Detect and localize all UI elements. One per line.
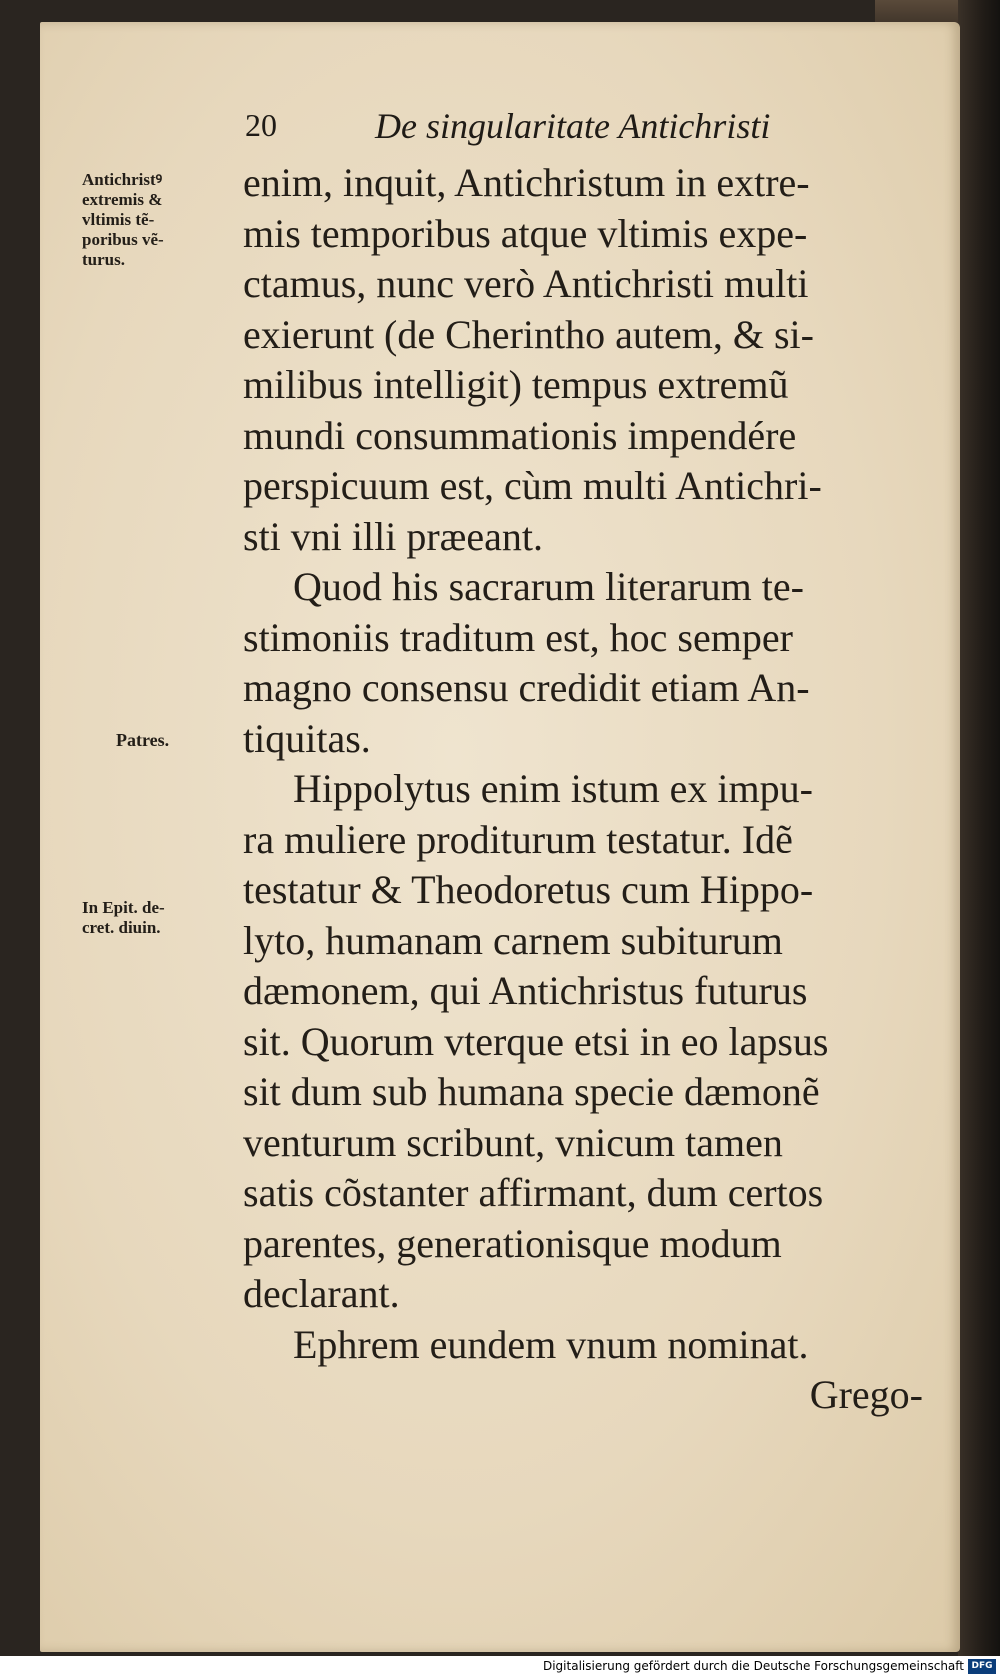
text-line: declarant. [243,1271,400,1316]
text-line: magno consensu credidit etiam An- [243,665,810,710]
margin-note [82,898,232,938]
margin-note-line: poribus vẽ- [82,230,164,249]
text-line: exierunt (de Cherintho autem, & si- [243,311,814,357]
text-line: ra muliere proditurum testatur. Idẽ [243,816,793,862]
running-title: De singularitate Antichristi [375,106,771,146]
dfg-logo: DFG [968,1659,996,1674]
book-cover-edge [958,0,1000,1656]
margin-note-line: In Epit. de- [82,898,165,917]
text-line: Quod his sacrarum literarum te- [293,564,804,609]
text-line: Ephrem eundem vnum nominat. [293,1321,809,1367]
text-line: sit dum sub humana specie dæmonẽ [243,1069,820,1114]
text-line: parentes, generationisque modum [243,1220,782,1266]
text-line: mundi consummationis impendére [243,412,797,458]
margin-note-line: Antichristꝰ [82,170,163,189]
text-line: ctamus, nunc verò Antichristi multi [243,261,809,306]
margin-note-line: Patres. [116,730,170,750]
page-header [245,105,785,155]
text-line: enim, inquit, Antichristum in extre- [243,160,810,205]
margin-note [82,170,232,270]
footer-bar [0,1656,1000,1679]
text-line: dæmonem, qui Antichristus futurus [243,968,808,1013]
text-line: milibus intelligit) tempus extremũ [243,362,789,407]
text-line: perspicuum est, cùm multi Antichri- [243,463,822,508]
margin-note-line: cret. diuin. [82,918,161,937]
text-line: mis temporibus atque vltimis expe- [243,210,808,256]
page-number: 20 [245,107,277,143]
margin-note-line: extremis & [82,190,163,209]
text-line: satis cõstanter affirmant, dum certos [243,1170,824,1215]
text-line: testatur & Theodoretus cum Hippo- [243,867,814,912]
text-line: Hippolytus enim istum ex impu- [293,766,813,811]
funding-credit: Digitalisierung gefördert durch die Deutsche Forschungsgemeinschaft [542,1659,964,1673]
text-line: tiquitas. [243,715,371,761]
text-line: sti vni illi præeant. [243,513,543,559]
catchword: Grego- [809,1372,923,1417]
margin-note-line: turus. [82,250,125,269]
body-text [243,158,923,1421]
margin-note-line: vltimis tẽ- [82,210,155,229]
text-line: stimoniis traditum est, hoc semper [243,614,793,660]
text-line: sit. Quorum vterque etsi in eo lapsus [243,1018,829,1064]
text-line: lyto, humanam carnem subiturum [243,917,783,963]
text-line: venturum scribunt, vnicum tamen [243,1119,783,1165]
